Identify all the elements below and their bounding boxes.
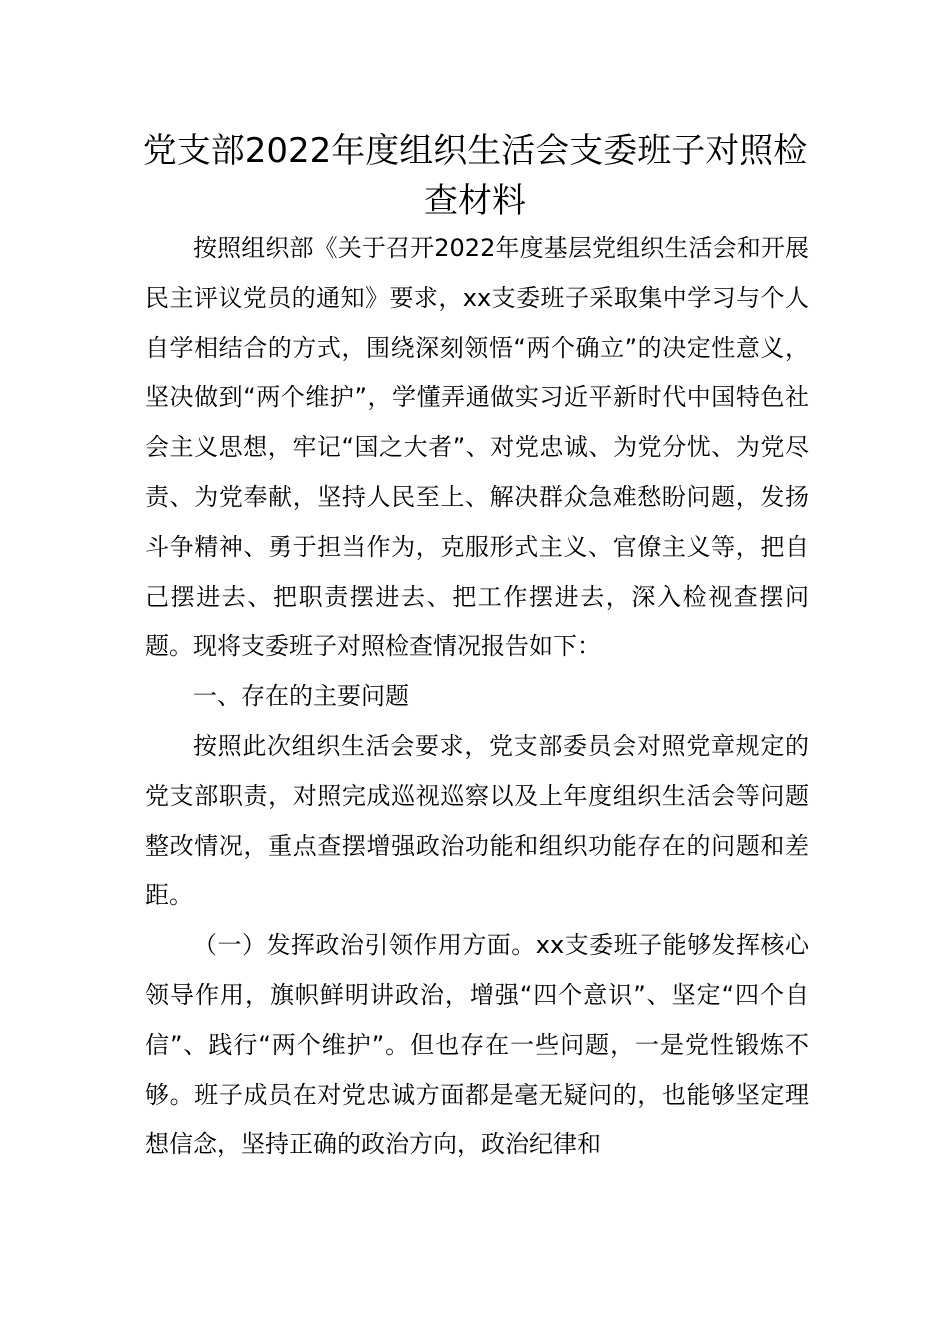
paragraph-political-leadership: （一）发挥政治引领作用方面。xx支委班子能够发挥核心领导作用，旗帜鲜明讲政治，增强“四个意识”、坚定“四个自信”、践行“两个维护”。但也存在一些问题，一是党性锻炼不够。班子成员在对党忠诚方面都是毫无疑问的，也能够坚定理想信念，坚持正确的政治方向，政治纪律和 [145, 931, 809, 1159]
paragraph-overview: 按照此次组织生活会要求，党支部委员会对照党章规定的党支部职责，对照完成巡视巡察以及上年度组织生活会等问题整改情况，重点查摆增强政治功能和组织功能存在的问题和差距。 [145, 731, 809, 910]
document-title: 党支部2022年度组织生活会支委班子对照检查材料 [142, 131, 808, 221]
paragraph-intro: 按照组织部《关于召开2022年度基层党组织生活会和开展民主评议党员的通知》要求，xx支委班子采取集中学习与个人自学相结合的方式，围绕深刻领悟“两个确立”的决定性意义，坚决做到“两个维护”，学懂弄通做实习近平新时代中国特色社会主义思想，牢记“国之大者”、对党忠诚、为党分忧、为党尽责、为党奉献，坚持人民至上、解决群众急难愁盼问题，发扬斗争精神、勇于担当作为，克服形式主义、官僚主义等，把自己摆进去、把职责摆进去、把工作摆进去，深入检视查摆问题。现将支委班子对照检查情况报告如下： [145, 234, 809, 661]
section-heading-main-problems: 一、存在的主要问题 [193, 682, 409, 711]
document-body [145, 224, 809, 1170]
